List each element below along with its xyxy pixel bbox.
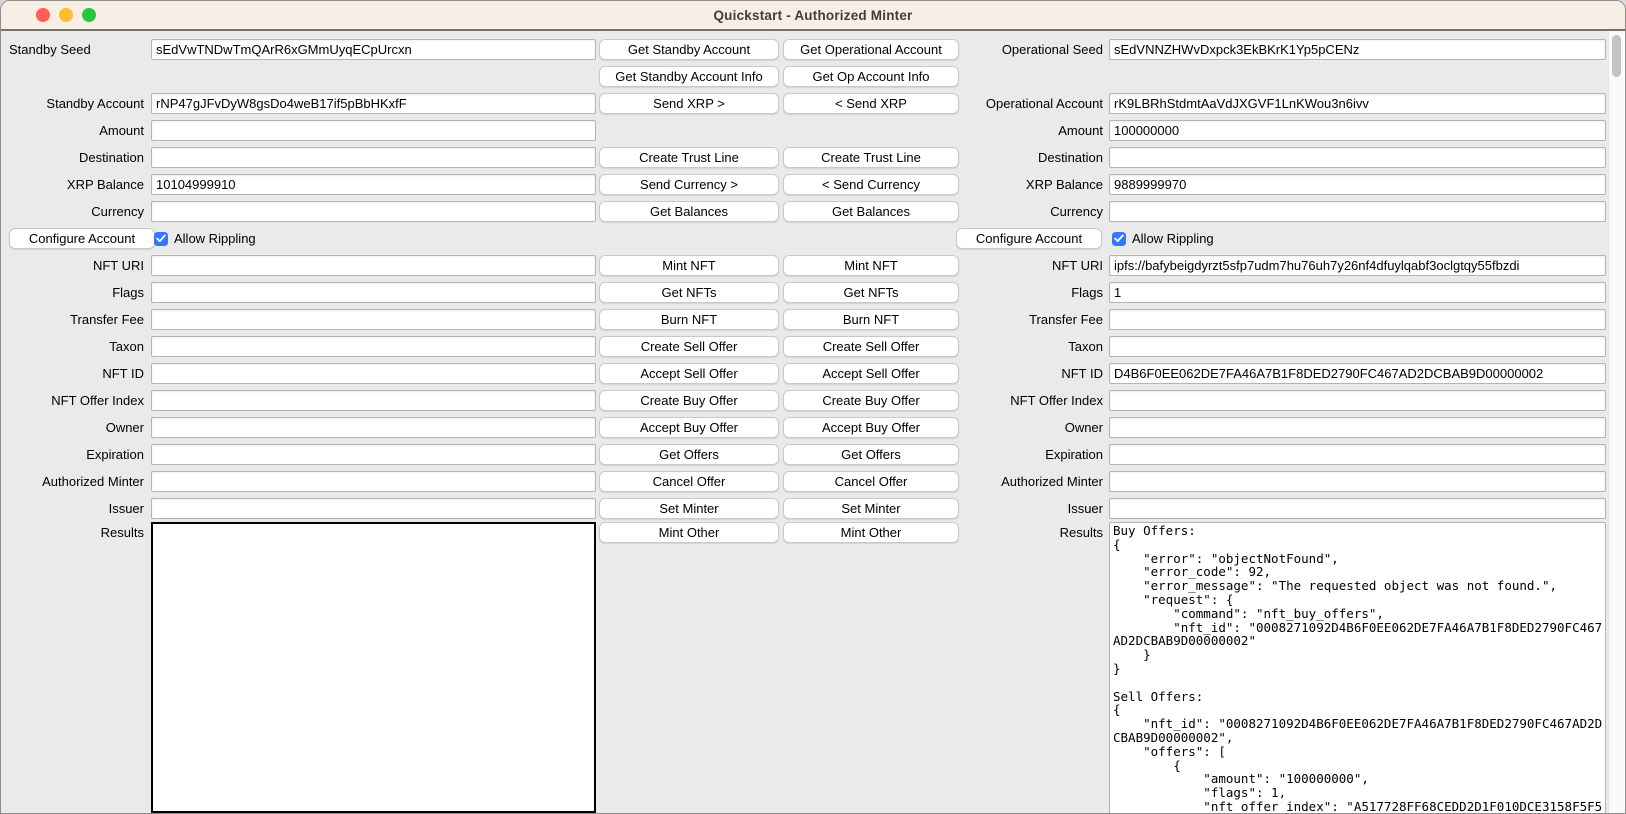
standby-xrp-balance-label: XRP Balance xyxy=(66,177,144,192)
operational-nft-id-label: NFT ID xyxy=(1061,366,1103,381)
operational-get-offers-button[interactable]: Get Offers xyxy=(783,444,959,465)
standby-flags-label: Flags xyxy=(112,285,144,300)
standby-currency-label: Currency xyxy=(91,204,144,219)
operational-set-minter-button[interactable]: Set Minter xyxy=(783,498,959,519)
operational-create-sell-offer-button[interactable]: Create Sell Offer xyxy=(783,336,959,357)
form-grid xyxy=(1,31,1625,549)
standby-create-buy-offer-button[interactable]: Create Buy Offer xyxy=(599,390,779,411)
minimize-button[interactable] xyxy=(59,8,73,22)
standby-account-label: Standby Account xyxy=(46,96,144,111)
standby-create-sell-offer-button[interactable]: Create Sell Offer xyxy=(599,336,779,357)
operational-taxon-input[interactable] xyxy=(1109,336,1606,357)
operational-configure-account-button[interactable]: Configure Account xyxy=(956,228,1102,249)
operational-amount-input[interactable] xyxy=(1109,120,1606,141)
standby-nft-offer-index-input[interactable] xyxy=(151,390,596,411)
standby-nft-offer-index-label: NFT Offer Index xyxy=(51,393,144,408)
standby-configure-cell xyxy=(1,228,147,249)
standby-configure-account-button[interactable]: Configure Account xyxy=(9,228,155,249)
operational-nft-offer-index-label: NFT Offer Index xyxy=(1010,393,1103,408)
standby-get-offers-button[interactable]: Get Offers xyxy=(599,444,779,465)
operational-configure-cell xyxy=(960,228,1106,249)
operational-currency-input[interactable] xyxy=(1109,201,1606,222)
operational-xrp-balance-label: XRP Balance xyxy=(1025,177,1103,192)
standby-nft-id-label: NFT ID xyxy=(102,366,144,381)
operational-taxon-label: Taxon xyxy=(1068,339,1103,354)
standby-taxon-input[interactable] xyxy=(151,336,596,357)
operational-xrp-balance-input[interactable] xyxy=(1109,174,1606,195)
standby-owner-input[interactable] xyxy=(151,417,596,438)
standby-results-label: Results xyxy=(100,525,144,540)
send-currency-left-button[interactable]: < Send Currency xyxy=(783,174,959,195)
operational-authorized-minter-label: Authorized Minter xyxy=(1001,474,1103,489)
operational-nft-uri-label: NFT URI xyxy=(1051,258,1103,273)
operational-cancel-offer-button[interactable]: Cancel Offer xyxy=(783,471,959,492)
standby-results-textarea[interactable] xyxy=(151,522,596,813)
operational-flags-input[interactable] xyxy=(1109,282,1606,303)
operational-currency-label: Currency xyxy=(1050,204,1103,219)
standby-nft-uri-label: NFT URI xyxy=(92,258,144,273)
standby-xrp-balance-input[interactable] xyxy=(151,174,596,195)
standby-seed-input[interactable] xyxy=(151,39,596,60)
standby-authorized-minter-label: Authorized Minter xyxy=(42,474,144,489)
standby-amount-input[interactable] xyxy=(151,120,596,141)
standby-issuer-input[interactable] xyxy=(151,498,596,519)
standby-transfer-fee-label: Transfer Fee xyxy=(70,312,144,327)
operational-expiration-label: Expiration xyxy=(1045,447,1103,462)
standby-burn-nft-button[interactable]: Burn NFT xyxy=(599,309,779,330)
operational-allow-rippling-checkbox[interactable] xyxy=(1112,232,1126,246)
operational-nft-id-input[interactable] xyxy=(1109,363,1606,384)
get-op-account-info-button[interactable]: Get Op Account Info xyxy=(783,66,959,87)
operational-seed-input[interactable] xyxy=(1109,39,1606,60)
window-title: Quickstart - Authorized Minter xyxy=(713,7,913,23)
operational-accept-sell-offer-button[interactable]: Accept Sell Offer xyxy=(783,363,959,384)
get-standby-account-info-button[interactable]: Get Standby Account Info xyxy=(599,66,779,87)
send-xrp-right-button[interactable]: Send XRP > xyxy=(599,93,779,114)
operational-create-trust-line-button[interactable]: Create Trust Line xyxy=(783,147,959,168)
operational-allow-rippling xyxy=(1109,231,1606,246)
operational-create-buy-offer-button[interactable]: Create Buy Offer xyxy=(783,390,959,411)
standby-expiration-input[interactable] xyxy=(151,444,596,465)
standby-allow-rippling-label: Allow Rippling xyxy=(174,231,256,246)
standby-amount-label: Amount xyxy=(99,123,144,138)
standby-create-trust-line-button[interactable]: Create Trust Line xyxy=(599,147,779,168)
operational-amount-label: Amount xyxy=(1058,123,1103,138)
operational-nft-uri-input[interactable] xyxy=(1109,255,1606,276)
operational-burn-nft-button[interactable]: Burn NFT xyxy=(783,309,959,330)
zoom-button[interactable] xyxy=(82,8,96,22)
operational-flags-label: Flags xyxy=(1071,285,1103,300)
standby-expiration-label: Expiration xyxy=(86,447,144,462)
standby-owner-label: Owner xyxy=(105,420,144,435)
standby-accept-sell-offer-button[interactable]: Accept Sell Offer xyxy=(599,363,779,384)
standby-accept-buy-offer-button[interactable]: Accept Buy Offer xyxy=(599,417,779,438)
scrollbar-thumb[interactable] xyxy=(1612,35,1621,77)
operational-owner-input[interactable] xyxy=(1109,417,1606,438)
standby-taxon-label: Taxon xyxy=(109,339,144,354)
operational-allow-rippling-label: Allow Rippling xyxy=(1132,231,1214,246)
standby-destination-label: Destination xyxy=(78,150,144,165)
operational-nft-offer-index-input[interactable] xyxy=(1109,390,1606,411)
operational-destination-input[interactable] xyxy=(1109,147,1606,168)
standby-seed-label: Standby Seed xyxy=(9,42,91,57)
operational-expiration-input[interactable] xyxy=(1109,444,1606,465)
operational-issuer-input[interactable] xyxy=(1109,498,1606,519)
operational-results-textarea[interactable] xyxy=(1109,522,1606,814)
operational-results-label: Results xyxy=(1059,525,1103,540)
operational-transfer-fee-label: Transfer Fee xyxy=(1029,312,1103,327)
standby-account-input[interactable] xyxy=(151,93,596,114)
standby-flags-input[interactable] xyxy=(151,282,596,303)
operational-accept-buy-offer-button[interactable]: Accept Buy Offer xyxy=(783,417,959,438)
standby-authorized-minter-input[interactable] xyxy=(151,471,596,492)
title-bar xyxy=(1,1,1625,31)
send-xrp-left-button[interactable]: < Send XRP xyxy=(783,93,959,114)
traffic-lights xyxy=(36,8,96,22)
get-standby-account-button[interactable]: Get Standby Account xyxy=(599,39,779,60)
operational-mint-other-button[interactable]: Mint Other xyxy=(783,522,959,543)
standby-mint-other-button[interactable]: Mint Other xyxy=(599,522,779,543)
standby-transfer-fee-input[interactable] xyxy=(151,309,596,330)
main-content xyxy=(1,31,1625,814)
standby-cancel-offer-button[interactable]: Cancel Offer xyxy=(599,471,779,492)
operational-issuer-label: Issuer xyxy=(1067,501,1103,516)
standby-allow-rippling-checkbox[interactable] xyxy=(154,232,168,246)
operational-owner-label: Owner xyxy=(1064,420,1103,435)
operational-get-nfts-button[interactable]: Get NFTs xyxy=(783,282,959,303)
standby-allow-rippling xyxy=(151,231,596,246)
operational-account-input[interactable] xyxy=(1109,93,1606,114)
operational-transfer-fee-input[interactable] xyxy=(1109,309,1606,330)
get-operational-account-button[interactable]: Get Operational Account xyxy=(783,39,959,60)
standby-currency-input[interactable] xyxy=(151,201,596,222)
operational-authorized-minter-input[interactable] xyxy=(1109,471,1606,492)
vertical-scrollbar[interactable] xyxy=(1608,31,1625,814)
standby-get-nfts-button[interactable]: Get NFTs xyxy=(599,282,779,303)
operational-seed-label: Operational Seed xyxy=(1001,42,1103,57)
standby-set-minter-button[interactable]: Set Minter xyxy=(599,498,779,519)
operational-destination-label: Destination xyxy=(1037,150,1103,165)
send-currency-right-button[interactable]: Send Currency > xyxy=(599,174,779,195)
standby-get-balances-button[interactable]: Get Balances xyxy=(599,201,779,222)
operational-mint-nft-button[interactable]: Mint NFT xyxy=(783,255,959,276)
standby-issuer-label: Issuer xyxy=(108,501,144,516)
standby-nft-uri-input[interactable] xyxy=(151,255,596,276)
operational-account-label: Operational Account xyxy=(985,96,1103,111)
standby-mint-nft-button[interactable]: Mint NFT xyxy=(599,255,779,276)
standby-nft-id-input[interactable] xyxy=(151,363,596,384)
operational-get-balances-button[interactable]: Get Balances xyxy=(783,201,959,222)
standby-destination-input[interactable] xyxy=(151,147,596,168)
close-button[interactable] xyxy=(36,8,50,22)
